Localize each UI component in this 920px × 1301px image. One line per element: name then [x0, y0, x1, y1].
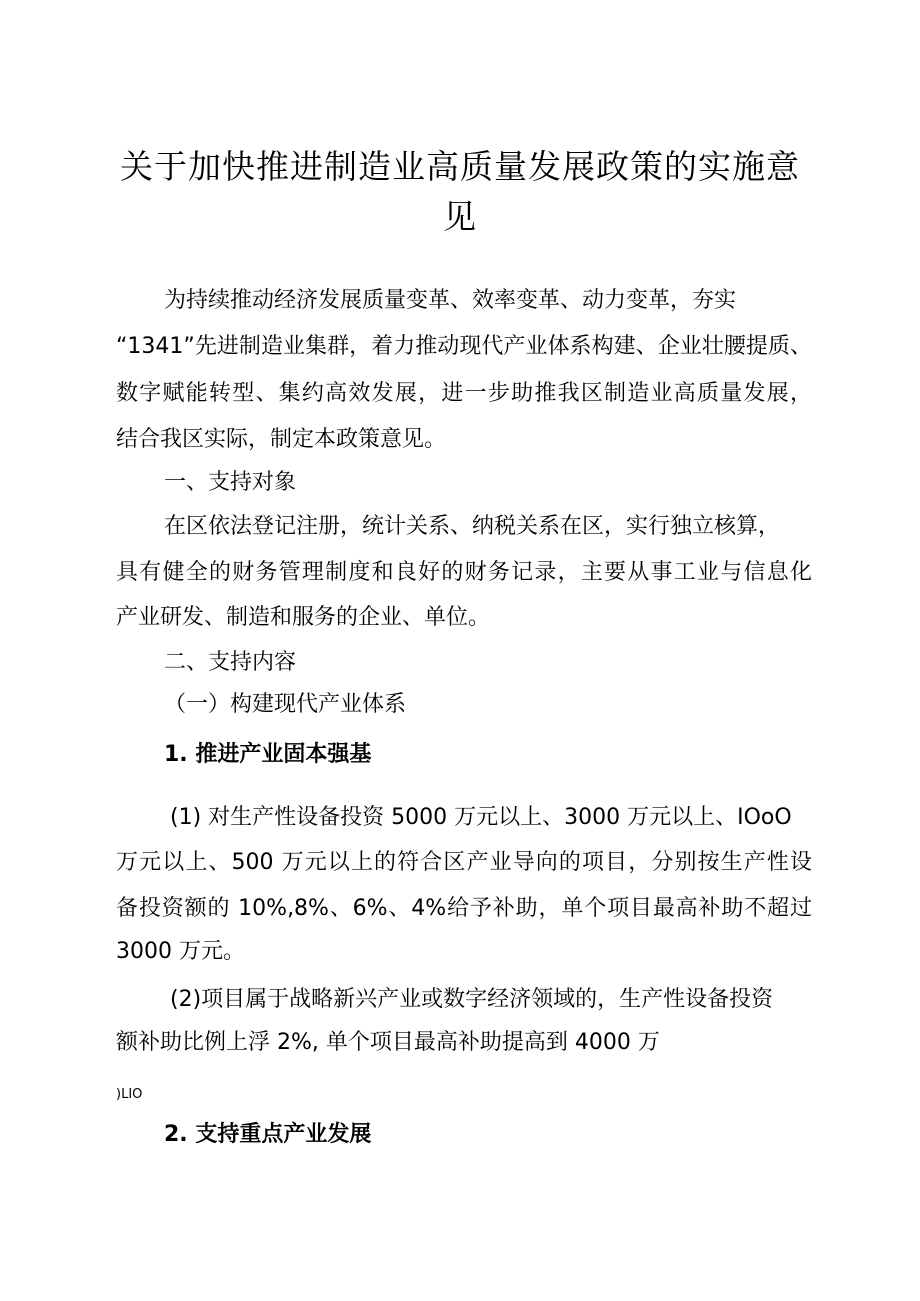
intro-line-1: 为持续推动经济发展质量变革、效率变革、动力变革，夯实 — [164, 288, 737, 313]
section-1-heading: 一、支持对象 — [164, 470, 297, 495]
stray-text: )LIO — [116, 1087, 143, 1102]
item-1-heading: 1. 推进产业固本强基 — [164, 742, 372, 767]
subsection-1-heading: （一）构建现代产业体系 — [164, 692, 407, 717]
intro-line-3: 数字赋能转型、集约高效发展，进一步助推我区制造业高质量发展， — [116, 381, 812, 406]
document-title — [100, 142, 820, 242]
item-1-para-2-line-1: (2)项目属于战略新兴产业或数字经济领域的，生产性设备投资 — [170, 987, 774, 1012]
section-1-line-1: 在区依法登记注册，统计关系、纳税关系在区，实行独立核算， — [164, 514, 781, 539]
item-1-para-1-line-2: 万元以上、500 万元以上的符合区产业导向的项目，分别按生产性设 — [116, 850, 812, 875]
item-2-heading: 2. 支持重点产业发展 — [164, 1122, 372, 1147]
intro-line-4: 结合我区实际，制定本政策意见。 — [116, 427, 447, 452]
item-1-para-1-line-3: 备投资额的 10%,8%、6%、4%给予补助，单个项目最高补助不超过 — [116, 896, 812, 921]
item-1-para-1-line-1: (1) 对生产性设备投资 5000 万元以上、3000 万元以上、IOoO — [170, 805, 792, 830]
title-line-1: 关于加快推进制造业高质量发展政策的实施意 — [120, 147, 800, 186]
item-1-para-1-line-4: 3000 万元。 — [116, 939, 245, 964]
title-line-2: 见 — [443, 197, 477, 236]
section-2-heading: 二、支持内容 — [164, 650, 297, 675]
intro-line-2: “1341”先进制造业集群，着力推动现代产业体系构建、企业壮腰提质、 — [116, 334, 812, 359]
section-1-line-3: 产业研发、制造和服务的企业、单位。 — [116, 605, 491, 630]
section-1-line-2: 具有健全的财务管理制度和良好的财务记录，主要从事工业与信息化 — [116, 560, 812, 585]
item-1-para-2-line-2: 额补助比例上浮 2%, 单个项目最高补助提高到 4000 万 — [116, 1030, 660, 1055]
